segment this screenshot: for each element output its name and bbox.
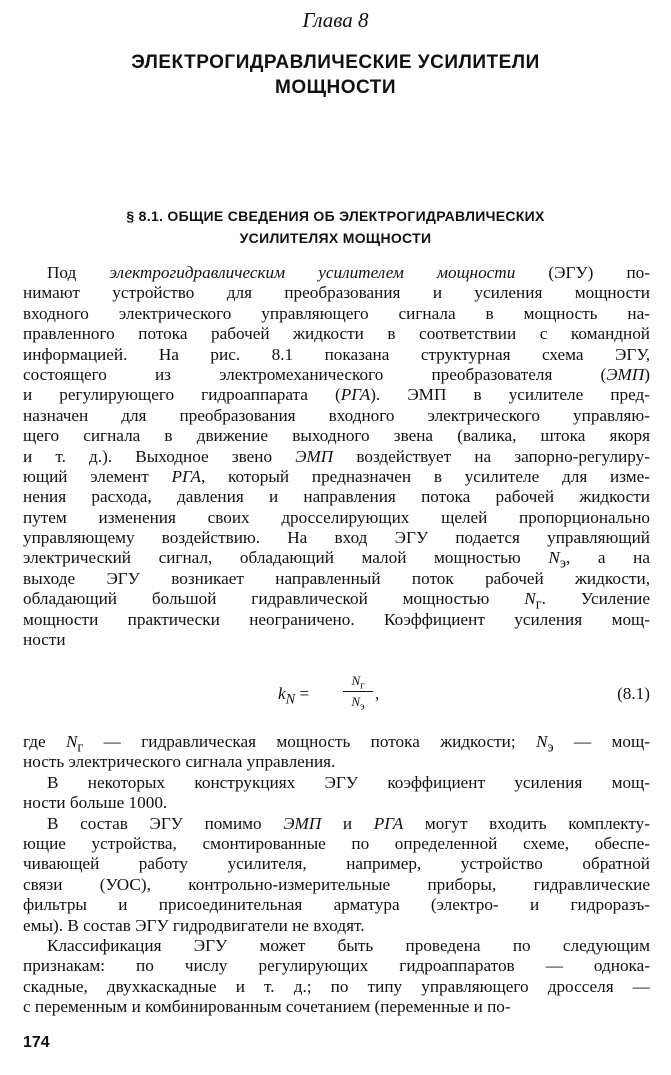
fraction-bar (343, 691, 373, 692)
text-line: Под электрогидравлическим усилителем мощности (ЭГУ) по- (47, 263, 650, 282)
text-line: и регулирующего гидроаппарата (РГА). ЭМП в усилителе пред- (23, 385, 651, 405)
text-line: В некоторых конструкциях ЭГУ коэффициент усиления мощ- (47, 772, 650, 792)
text-after-formula (23, 732, 650, 1017)
text-line: фильтры и присоединительная арматура (электро- и гидроразъ- (23, 895, 650, 915)
text-line: В состав ЭГУ помимо ЭМП и РГА могут входить комплекту- (47, 813, 650, 833)
text-line: Классификация ЭГУ может быть проведена по следующим (47, 935, 650, 955)
fraction-denominator: $N_э$ (351, 694, 365, 713)
text-line: где $N_г$ — гидравлическая мощность потока жидкости; $N_э$ — мощ- (23, 732, 650, 756)
chapter-title-line: ЭЛЕКТРОГИДРАВЛИЧЕСКИЕ УСИЛИТЕЛИ (131, 52, 540, 73)
text-line: ность электрического сигнала управления. (23, 752, 336, 772)
text-line: информацией. На рис. 8.1 показана структурная схема ЭГУ, (23, 344, 650, 364)
text-line: чивающей работу усилителя, например, устройство обратной (23, 854, 650, 874)
text-line: скадные, двухкаскадные и т. д.; по типу управляющего дросселя — (23, 976, 650, 996)
text-line: ности (23, 630, 66, 650)
text-line: связи (УОС), контрольно-измерительные приборы, гидравлические (23, 874, 650, 894)
text-line: щего сигнала в движение выходного звена (валика, штока якоря (23, 426, 650, 446)
text-line: ности больше 1000. (23, 793, 168, 813)
formula-8-1 (0, 672, 671, 718)
text-line: и т. д.). Выходное звено ЭМП воздействует на запорно-регулиру- (23, 446, 650, 466)
text-line: назначен для преобразования входного электрического управляю- (23, 405, 650, 425)
paragraph-definition (23, 263, 650, 650)
text-line: путем изменения своих дросселирующих щелей пропорционально (23, 507, 650, 527)
section-heading-line: § 8.1. ОБЩИЕ СВЕДЕНИЯ ОБ ЭЛЕКТРОГИДРАВЛИЧЕСКИХ (126, 208, 545, 224)
text-line: емы). В состав ЭГУ гидродвигатели не входят. (23, 915, 365, 935)
text-line: ющий элемент РГА, который предназначен в усилителе для изме- (23, 466, 650, 486)
text-line: управляющему воздействию. На вход ЭГУ подается управляющий (23, 528, 650, 548)
formula-lhs: $k_N$ = (278, 684, 310, 708)
fraction-numerator: $N_г$ (351, 673, 365, 692)
text-line: ющие устройства, смонтированные по определенной схеме, обеспе- (23, 833, 650, 853)
text-line: с переменным и комбинированным сочетанием (переменные и по- (23, 997, 511, 1017)
chapter-title-line: МОЩНОСТИ (275, 77, 396, 98)
text-line: входного электрического управляющего сигнала в мощность на- (23, 303, 650, 323)
formula-fraction (343, 672, 373, 711)
chapter-heading: Глава 8 (302, 8, 369, 32)
chapter-title (0, 50, 671, 100)
equation-number: (8.1) (617, 684, 650, 703)
page-number: 174 (23, 1034, 50, 1051)
text-line: электрический сигнал, обладающий малой мощностью $N_э$, а на (23, 548, 650, 572)
text-line: признакам: по числу регулирующих гидроаппаратов — однока- (23, 956, 650, 976)
text-line: мощности практически неограничено. Коэффициент усиления мощ- (23, 609, 650, 629)
formula-comma: , (375, 684, 380, 703)
section-heading (0, 205, 671, 249)
text-line: выходе ЭГУ возникает направленный поток рабочей жидкости, (23, 568, 650, 588)
text-line: состоящего из электромеханического преобразователя (ЭМП) (23, 364, 650, 384)
section-heading-line: УСИЛИТЕЛЯХ МОЩНОСТИ (239, 230, 432, 246)
text-line: обладающий большой гидравлической мощностью $N_г$. Усиление (23, 589, 651, 613)
text-line: правленного потока рабочей жидкости в соответствии с командной (23, 324, 650, 344)
text-line: нимают устройство для преобразования и усиления мощности (23, 283, 650, 303)
text-line: нения расхода, давления и направления потока рабочей жидкости (23, 487, 650, 507)
